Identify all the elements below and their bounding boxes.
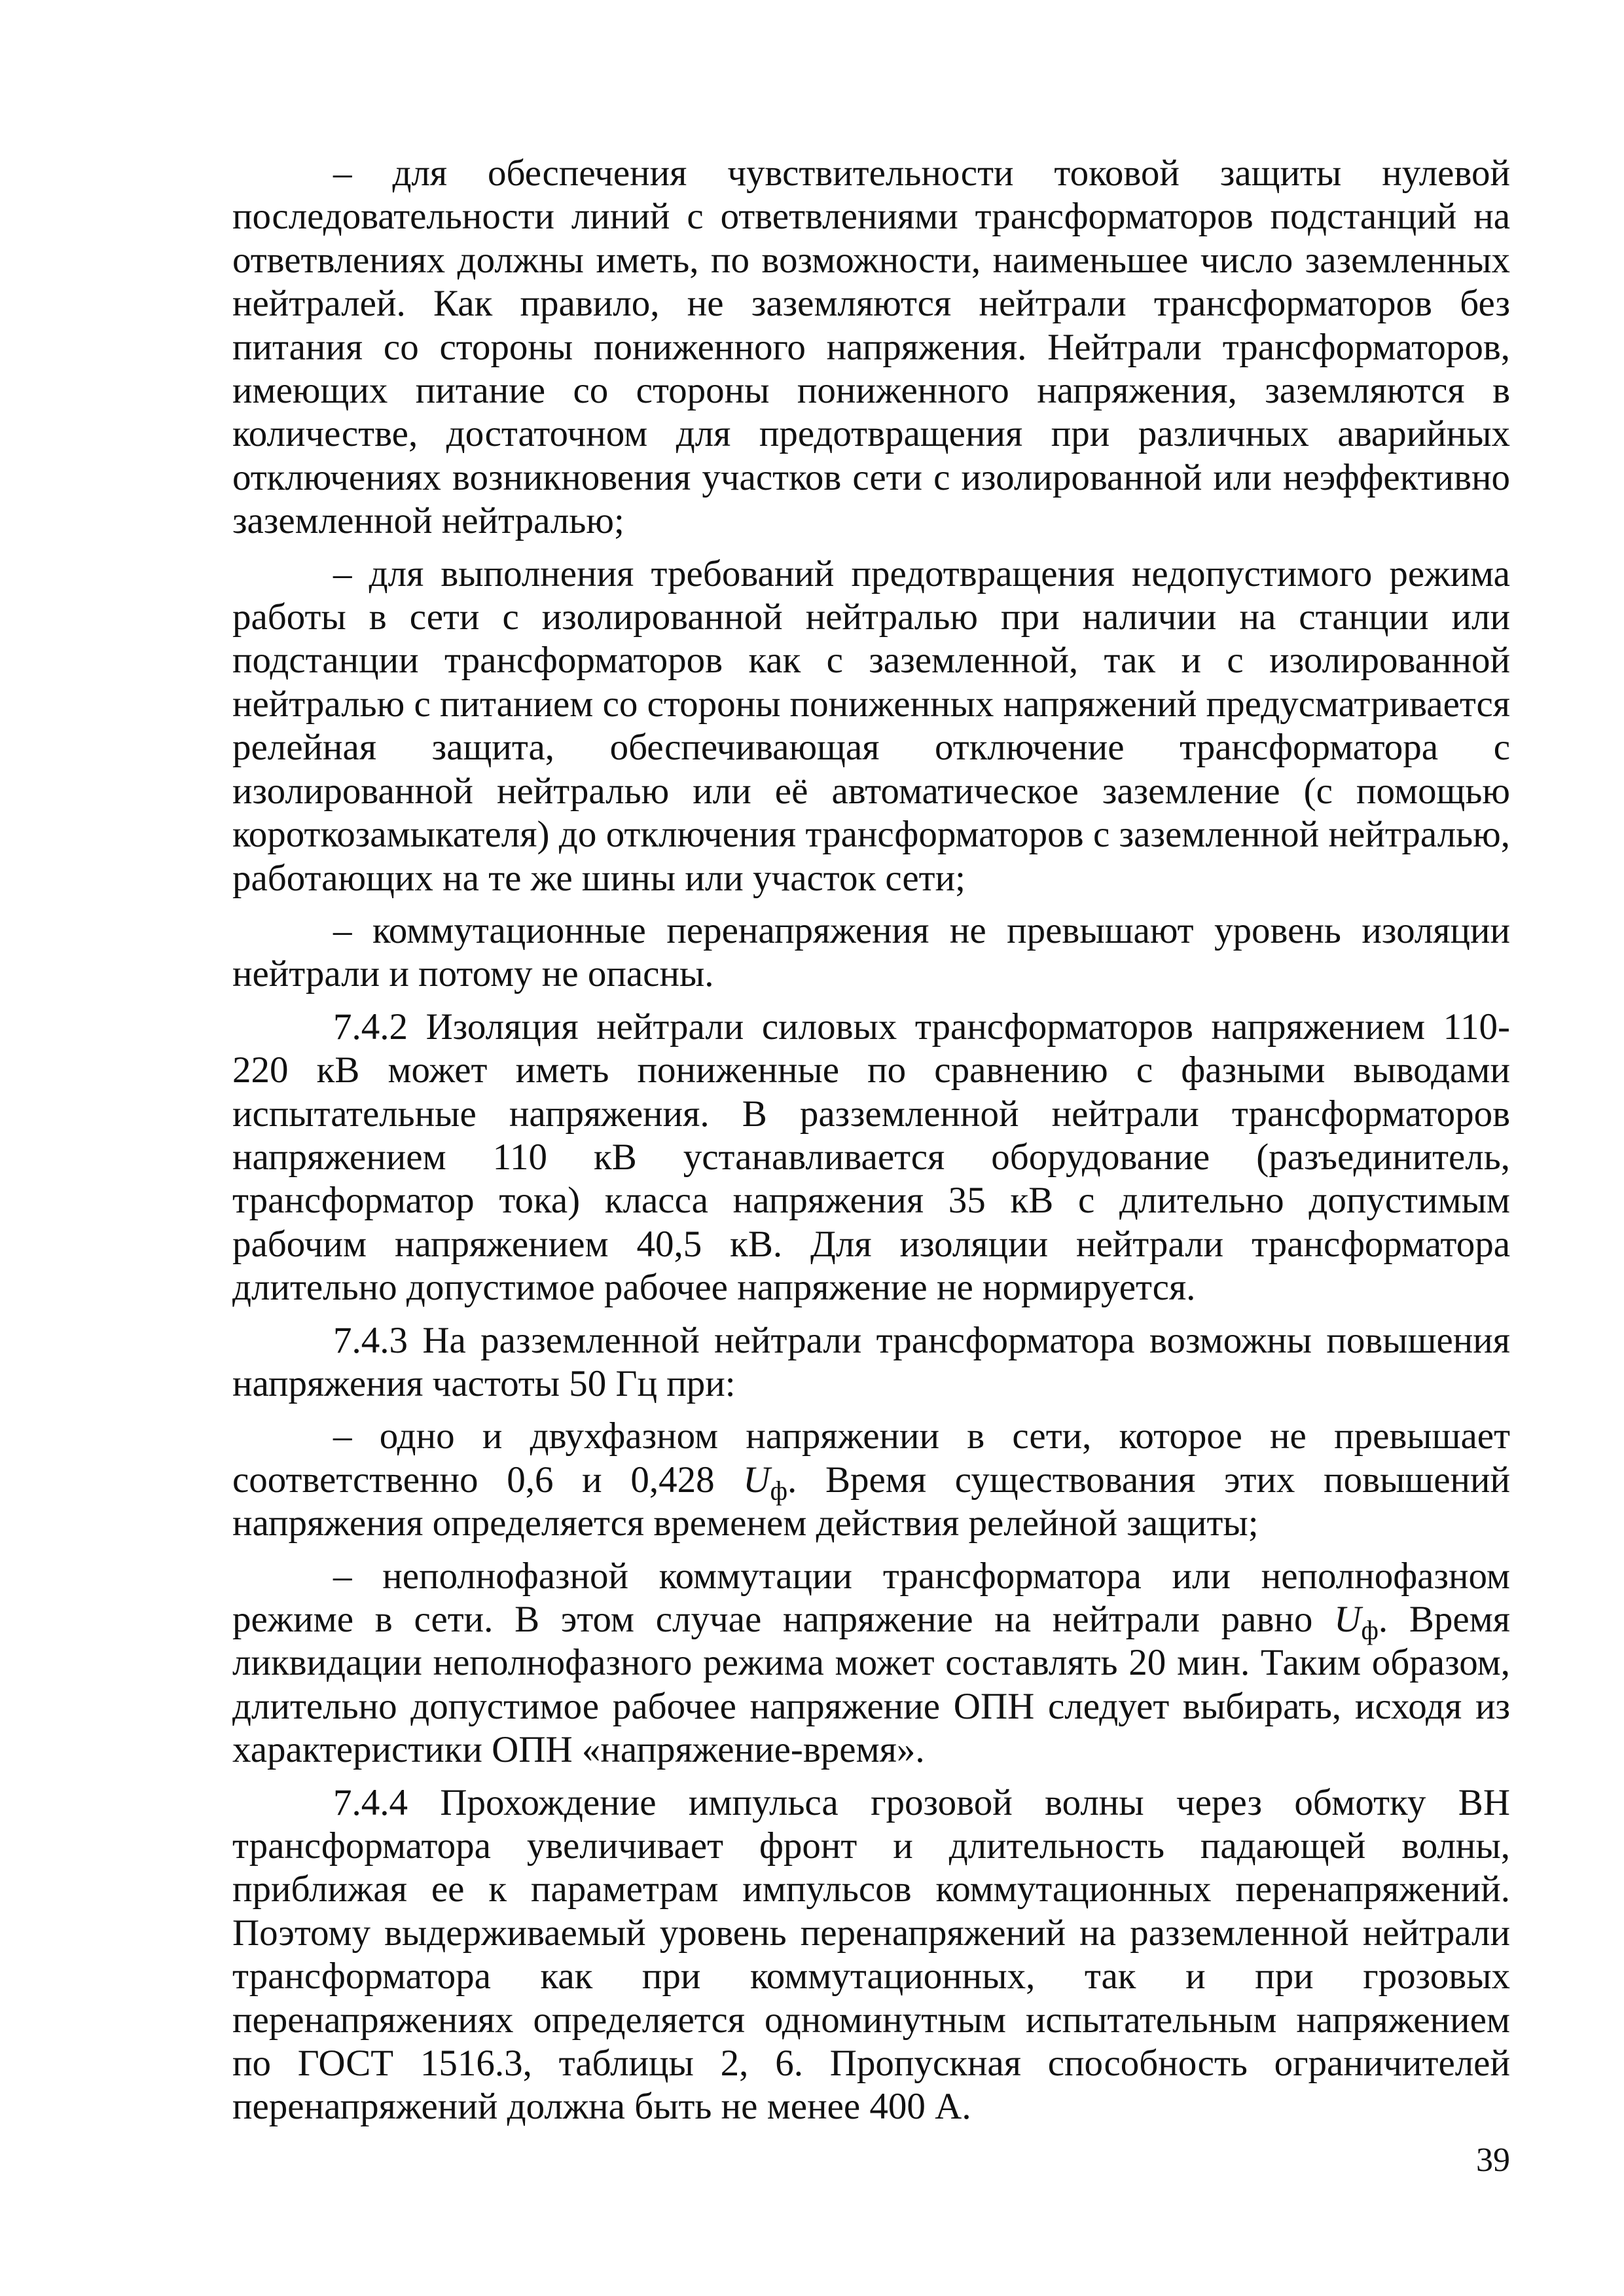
paragraph-switching-overvoltage (232, 909, 1510, 996)
symbol-letter: U (743, 1459, 770, 1501)
paragraph-text: 7.4.2 Изоляция нейтрали силовых трансформаторов напряжением 110-220 кВ может иметь пониженные по сравнению с фазными выводами испытательные напряжения. В разземленной нейтрали трансформаторов напряжением 110 кВ устанавливается оборудование (разъединитель, трансформатор тока) класса напряжения 35 кВ с длительно допустимым рабочим напряжением 40,5 кВ. Для изоляции нейтрали трансформатора длительно допустимое рабочее напряжение не нормируется. (232, 1006, 1510, 1309)
symbol-letter: U (1334, 1599, 1362, 1640)
paragraph-text: . Время существования этих повышений напряжения определяется временем действия релейной защиты; (232, 1459, 1511, 1544)
paragraph-text: – коммутационные перенапряжения не превышают уровень изоляции нейтрали и потому не опасны. (232, 909, 1510, 995)
paragraph-text: – одно и двухфазном напряжении в сети, которое не превышает соответственно 0,6 и 0,428 (232, 1415, 1510, 1501)
document-body (232, 152, 1510, 2129)
symbol-subscript: ф (1361, 1614, 1379, 1645)
paragraph-text: – для обеспечения чувствительности токовой защиты нулевой последовательности линий с ответвлениями трансформаторов подстанций на ответвлениях должны иметь, по возможности, наименьшее число заземленных нейтралей. Как правило, не заземляются нейтрали трансформаторов без питания со стороны пониженного напряжения. Нейтрали трансформаторов, имеющих питание со стороны пониженного напряжения, заземляются в количестве, достаточном для предотвращения при различных аварийных отключениях возникновения участков сети с изолированной или неэффективно заземленной нейтралью; (232, 153, 1510, 542)
paragraph-text: . Время ликвидации неполнофазного режима может составлять 20 мин. Таким образом, длительно допустимое рабочее напряжение ОПН следует выбирать, исходя из характеристики ОПН «напряжение-время». (232, 1599, 1510, 1771)
phase-voltage-symbol (743, 1459, 788, 1506)
paragraph-text: – неполнофазной коммутации трансформатора или неполнофазном режиме в сети. В этом случае напряжение на нейтрали равно (232, 1555, 1510, 1640)
paragraph-neutral-grounding-sensitivity (232, 152, 1510, 543)
paragraph-text: 7.4.3 На разземленной нейтрали трансформатора возможны повышения напряжения частоты 50 Гц при: (232, 1319, 1510, 1404)
phase-voltage-symbol (1334, 1599, 1379, 1645)
paragraph-text: – для выполнения требований предотвращения недопустимого режима работы в сети с изолированной нейтралью при наличии на станции или подстанции трансформаторов как с заземленной, так и с изолированной нейтралью с питанием со стороны пониженных напряжений предусматривается релейная защита, обеспечивающая отключение трансформатора с изолированной нейтралью или её автоматическое заземление (с помощью короткозамыкателя) до отключения трансформаторов с заземленной нейтралью, работающих на те же шины или участок сети; (232, 553, 1510, 899)
section-7-4-2 (232, 1006, 1510, 1310)
section-7-4-3 (232, 1319, 1510, 1406)
section-7-4-4 (232, 1781, 1510, 2129)
paragraph-relay-protection (232, 553, 1510, 900)
paragraph-text: 7.4.4 Прохождение импульса грозовой волны через обмотку ВН трансформатора увеличивает фронт и длительность падающей волны, приближая ее к параметрам импульсов коммутационных перенапряжений. Поэтому выдерживаемый уровень перенапряжений на разземленной нейтрали трансформатора как при коммутационных, так и при грозовых перенапряжениях определяется одноминутным испытательным напряжением по ГОСТ 1516.3, таблицы 2, 6. Пропускная способность ограничителей перенапряжений должна быть не менее 400 А. (232, 1781, 1510, 2128)
page-number: 39 (1476, 2141, 1510, 2179)
paragraph-phase-voltage-fault (232, 1415, 1510, 1545)
paragraph-open-phase-mode (232, 1555, 1510, 1772)
symbol-subscript: ф (770, 1475, 788, 1506)
